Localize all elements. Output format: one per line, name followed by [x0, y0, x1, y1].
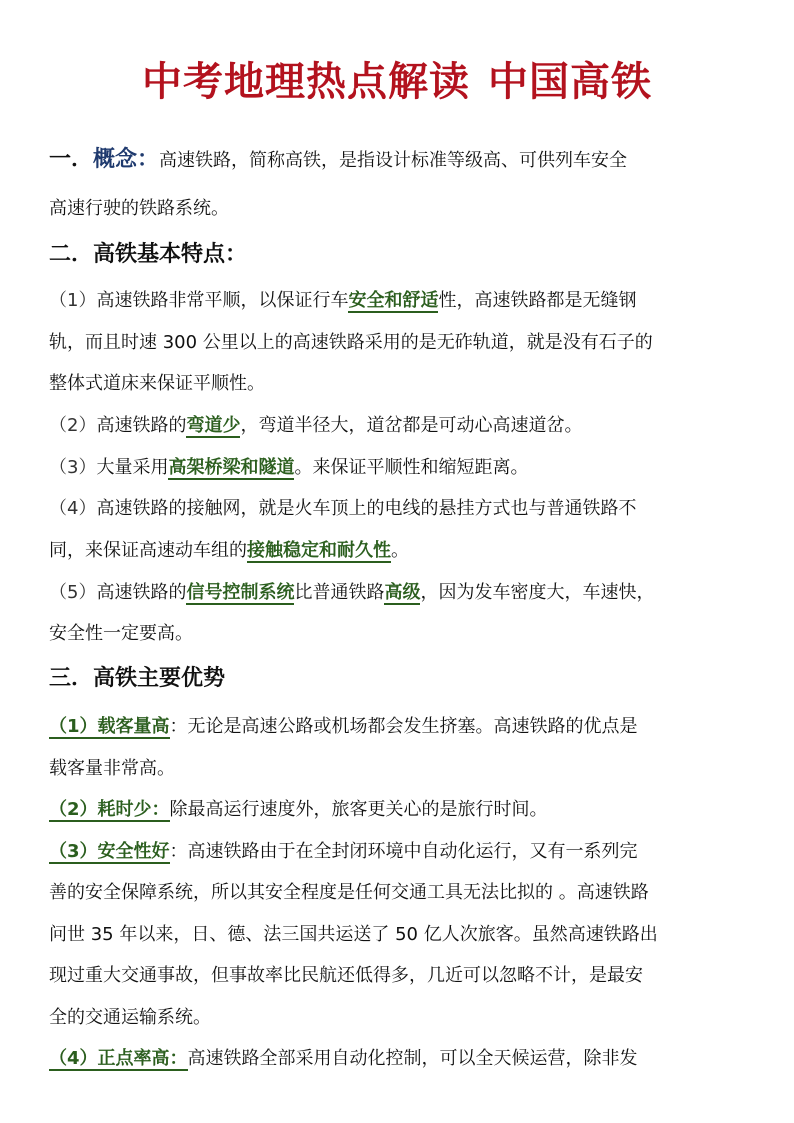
- section-1-line-2: 高速行驶的铁路系统。: [49, 198, 229, 219]
- document-title: [0, 52, 794, 112]
- section-1-number: 一．: [49, 147, 94, 172]
- advantage-4-label: （4）正点率高：: [49, 1048, 188, 1069]
- feature-2-line: [49, 413, 582, 439]
- feature-2-prefix: （2）: [49, 415, 97, 436]
- feature-1-line-3: 整体式道床来保证平顺性。: [49, 373, 265, 394]
- feature-5-highlight-2: 高级: [384, 582, 421, 603]
- feature-4-text-b: 同，来保证高速动车组的: [49, 540, 247, 561]
- advantage-3-line-2: 善的安全保障系统，所以其安全程度是任何交通工具无法比拟的 。高速铁路: [49, 882, 649, 903]
- section-3-heading: 三．高铁主要优势: [49, 666, 226, 691]
- feature-2-highlight: 弯道少: [186, 415, 241, 436]
- advantage-4-line-1: [49, 1046, 638, 1072]
- advantage-2-text: 除最高运行速度外，旅客更关心的是旅行时间。: [169, 799, 548, 820]
- feature-5-text-a: 高速铁路的: [96, 582, 187, 603]
- section-1-text: 高速铁路，简称高铁，是指设计标准等级高、可供列车安全: [159, 150, 628, 171]
- feature-1-highlight: 安全和舒适: [348, 290, 439, 311]
- advantage-2-label: （2）耗时少：: [49, 799, 170, 820]
- feature-5-highlight-1: 信号控制系统: [186, 582, 295, 603]
- feature-3-highlight: 高架桥梁和隧道: [168, 457, 295, 478]
- advantage-1-text: ：无论是高速公路或机场都会发生挤塞。高速铁路的优点是: [169, 716, 638, 737]
- advantage-3-label: （3）安全性好: [49, 841, 170, 862]
- feature-4-text-c: 。: [391, 540, 409, 561]
- feature-3-text-a: 大量采用: [96, 457, 169, 478]
- section-2-heading: 二．高铁基本特点：: [49, 242, 248, 267]
- feature-1-text-b: 性，高速铁路都是无缝钢: [438, 290, 637, 311]
- feature-5-line-2: 安全性一定要高。: [49, 623, 193, 644]
- feature-5-prefix: （5）: [49, 582, 97, 603]
- feature-1-line-2: 轨，而且时速 300 公里以上的高速铁路采用的是无砟轨道，就是没有石子的: [49, 332, 653, 353]
- advantage-1-line-2: 载客量非常高。: [49, 758, 175, 779]
- section-1-keyword: 概念：: [93, 147, 160, 172]
- feature-3-prefix: （3）: [49, 457, 97, 478]
- advantage-1-label: （1）载客量高: [49, 716, 170, 737]
- feature-5-text-c: ，因为发车密度大，车速快，: [420, 582, 655, 603]
- feature-5-line-1: [49, 580, 654, 606]
- feature-4-highlight: 接触稳定和耐久性: [247, 540, 391, 561]
- feature-1-line-1: [49, 288, 636, 314]
- feature-1-text-a: 高速铁路非常平顺，以保证行车: [96, 290, 349, 311]
- advantage-1-line-1: [49, 714, 638, 740]
- section-1-heading: [49, 145, 627, 176]
- feature-4-line-2: [49, 538, 409, 564]
- feature-3-text-b: 。来保证平顺性和缩短距离。: [294, 457, 529, 478]
- feature-4-text-a: 高速铁路的接触网，就是火车顶上的电线的悬挂方式也与普通铁路不: [96, 498, 637, 519]
- advantage-3-line-1: [49, 839, 638, 865]
- feature-1-prefix: （1）: [49, 290, 97, 311]
- advantage-2-line: [49, 797, 548, 823]
- title-part-1: 中考地理热点解读: [142, 58, 470, 105]
- feature-4-prefix: （4）: [49, 498, 97, 519]
- feature-4-line-1: [49, 496, 636, 522]
- feature-2-text-b: ，弯道半径大，道岔都是可动心高速道岔。: [240, 415, 583, 436]
- advantage-3-line-5: 全的交通运输系统。: [49, 1007, 211, 1028]
- feature-3-line: [49, 455, 528, 481]
- feature-5-text-b: 比普通铁路: [294, 582, 385, 603]
- feature-2-text-a: 高速铁路的: [96, 415, 187, 436]
- advantage-3-line-3: 问世 35 年以来，日、德、法三国共运送了 50 亿人次旅客。虽然高速铁路出: [49, 924, 658, 945]
- advantage-3-text: ：高速铁路由于在全封闭环境中自动化运行，又有一系列完: [169, 841, 638, 862]
- title-part-2: 中国高铁: [488, 58, 652, 105]
- advantage-3-line-4: 现过重大交通事故，但事故率比民航还低得多，几近可以忽略不计，是最安: [49, 965, 643, 986]
- advantage-4-text: 高速铁路全部采用自动化控制，可以全天候运营，除非发: [187, 1048, 638, 1069]
